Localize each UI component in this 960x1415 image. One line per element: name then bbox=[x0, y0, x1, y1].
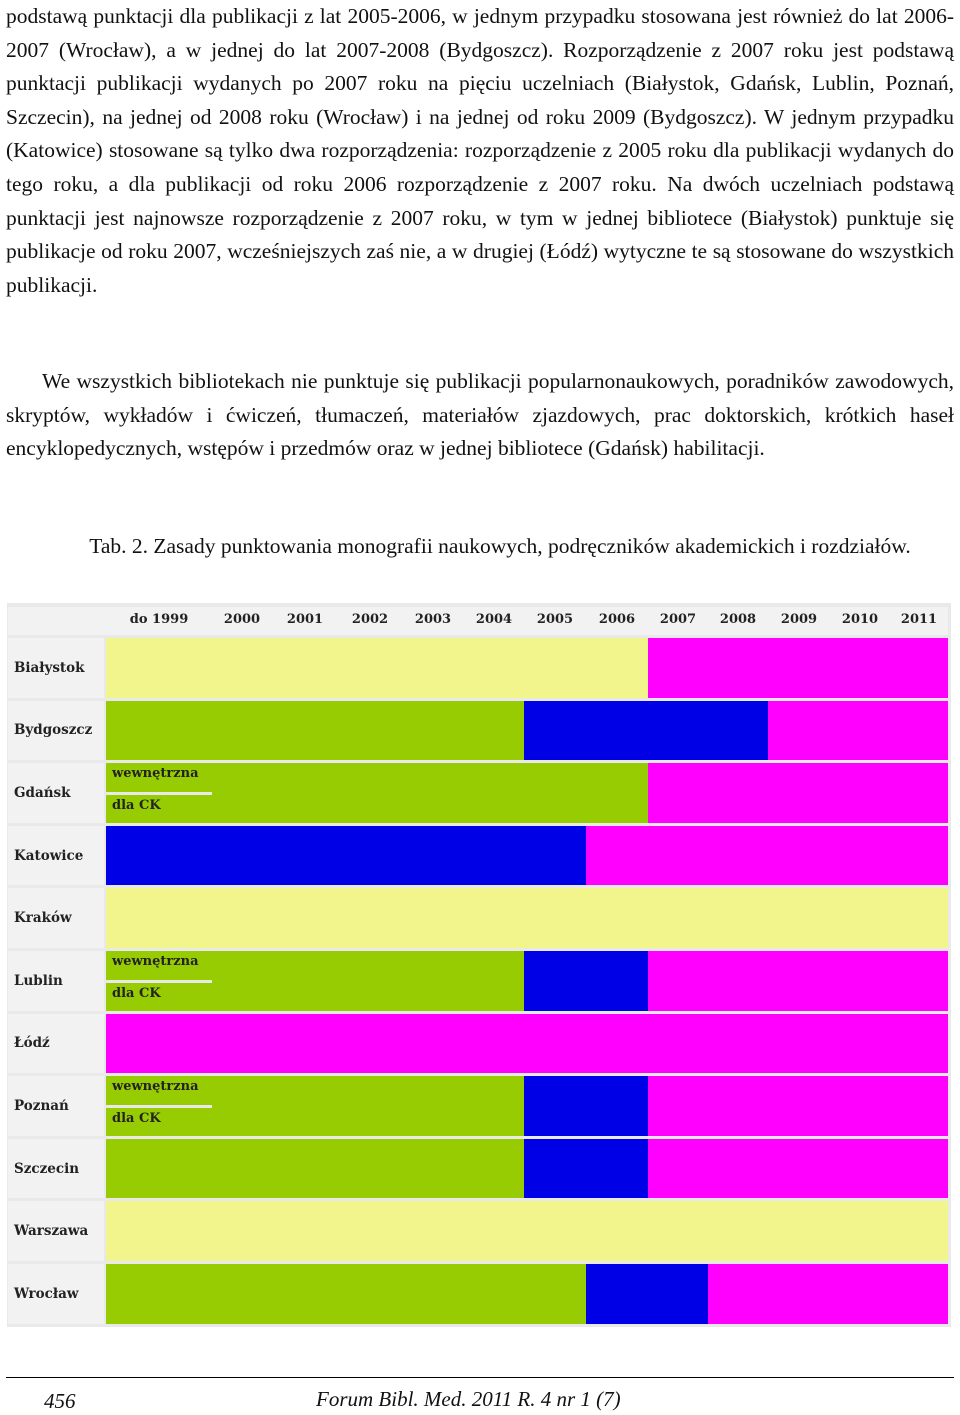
year-cell bbox=[648, 1139, 708, 1199]
year-cell bbox=[524, 701, 586, 761]
year-cell bbox=[272, 1139, 338, 1199]
year-header: 2007 bbox=[659, 612, 697, 627]
year-cell bbox=[830, 701, 890, 761]
year-cell bbox=[106, 638, 212, 698]
year-cell bbox=[648, 701, 708, 761]
year-cell bbox=[524, 1076, 586, 1136]
year-cell bbox=[272, 826, 338, 886]
year-header: 2000 bbox=[223, 612, 261, 627]
year-cell bbox=[272, 951, 338, 1011]
year-cell bbox=[402, 1201, 464, 1261]
year-cell bbox=[586, 638, 648, 698]
university-name: Katowice bbox=[14, 847, 84, 864]
year-cell bbox=[586, 763, 648, 823]
year-cell bbox=[768, 1014, 830, 1074]
year-cell bbox=[648, 638, 708, 698]
year-cell bbox=[768, 1076, 830, 1136]
year-cell bbox=[768, 826, 830, 886]
year-cell bbox=[768, 763, 830, 823]
year-header: 2004 bbox=[475, 612, 513, 627]
year-cell bbox=[890, 1076, 948, 1136]
year-cell bbox=[212, 1014, 272, 1074]
year-cell bbox=[890, 701, 948, 761]
year-header: do 1999 bbox=[129, 612, 189, 627]
year-cell bbox=[338, 1139, 402, 1199]
year-cell bbox=[890, 826, 948, 886]
year-cell bbox=[524, 638, 586, 698]
year-cell bbox=[708, 1264, 768, 1324]
year-cell bbox=[212, 1139, 272, 1199]
year-cell bbox=[586, 1264, 648, 1324]
year-cell bbox=[830, 1076, 890, 1136]
year-cell bbox=[402, 763, 464, 823]
year-cell bbox=[890, 763, 948, 823]
table-caption: Tab. 2. Zasady punktowania monografii naukowych, podręczników akademickich i rozdziałów. bbox=[89, 534, 911, 558]
year-cell bbox=[464, 1076, 524, 1136]
year-cell bbox=[338, 763, 402, 823]
year-cell bbox=[648, 1076, 708, 1136]
year-cell bbox=[524, 1139, 586, 1199]
year-cell bbox=[338, 1201, 402, 1261]
year-cell bbox=[212, 701, 272, 761]
year-cell bbox=[402, 888, 464, 948]
year-cell bbox=[524, 826, 586, 886]
year-cell bbox=[648, 888, 708, 948]
year-header: 2003 bbox=[414, 612, 452, 627]
year-cell bbox=[708, 1076, 768, 1136]
note-divider bbox=[106, 1105, 212, 1108]
year-cell bbox=[768, 701, 830, 761]
year-cell bbox=[708, 826, 768, 886]
year-cell bbox=[272, 1201, 338, 1261]
note-ck: dla CK bbox=[112, 985, 161, 1001]
year-header: 2010 bbox=[841, 612, 879, 627]
year-cell bbox=[402, 951, 464, 1011]
year-cell bbox=[708, 638, 768, 698]
note-divider bbox=[106, 792, 212, 795]
year-cell bbox=[708, 1139, 768, 1199]
university-name: Gdańsk bbox=[14, 785, 71, 801]
year-cell bbox=[106, 1264, 212, 1324]
note-ck: dla CK bbox=[112, 798, 161, 813]
year-cell bbox=[524, 1014, 586, 1074]
year-cell bbox=[586, 1201, 648, 1261]
year-cell bbox=[212, 826, 272, 886]
year-cell bbox=[106, 701, 212, 761]
year-cell bbox=[464, 888, 524, 948]
year-cell bbox=[272, 1076, 338, 1136]
year-cell bbox=[464, 826, 524, 886]
year-cell bbox=[464, 1139, 524, 1199]
year-cell bbox=[212, 763, 272, 823]
year-cell bbox=[524, 951, 586, 1011]
year-cell bbox=[464, 701, 524, 761]
year-cell bbox=[830, 1014, 890, 1074]
year-cell bbox=[464, 951, 524, 1011]
year-cell bbox=[212, 1076, 272, 1136]
note-internal: wewnętrzna bbox=[112, 954, 199, 969]
year-cell bbox=[106, 888, 212, 948]
year-cell bbox=[890, 1139, 948, 1199]
year-cell bbox=[890, 1201, 948, 1261]
year-header: 2011 bbox=[900, 612, 938, 627]
year-cell bbox=[586, 951, 648, 1011]
year-cell bbox=[212, 1201, 272, 1261]
year-cell bbox=[212, 951, 272, 1011]
page-number: 456 bbox=[44, 1389, 76, 1413]
footer-rule bbox=[6, 1377, 954, 1378]
year-cell bbox=[890, 1014, 948, 1074]
university-name: Warszawa bbox=[14, 1223, 89, 1240]
year-cell bbox=[272, 1014, 338, 1074]
university-name: Kraków bbox=[14, 910, 72, 927]
university-name: Lublin bbox=[14, 972, 63, 989]
year-cell bbox=[338, 638, 402, 698]
year-cell bbox=[830, 1264, 890, 1324]
year-cell bbox=[106, 826, 212, 886]
body-paragraph-1: podstawą punktacji dla publikacji z lat 2005-2006, w jednym przypadku stosowana jest również do lat 2006-2007 (Wrocław), a w jednej do lat 2007-2008 (Bydgoszcz). Rozporządzenie z 2007 roku jest podstawą punktacji publikacji wydanych po 2007 roku na pięciu uczelniach (Białystok, Gdańsk, Lublin, Poznań, Szczecin), na jednej od 2008 roku (Wrocław) i na jednej od roku 2009 (Bydgoszcz). W jednym przypadku (Katowice) stosowane są tylko dwa rozporządzenia: rozporządzenie z 2005 roku dla publikacji wydanych do tego roku, a dla publikacji od roku 2006 rozporządzenie z 2007 roku. Na dwóch uczelniach podstawą punktacji jest najnowsze rozporządzenie z 2007 roku, w tym w jednej bibliotece (Białystok) punktuje się publikacje od roku 2007, wcześniejszych zaś nie, a w drugiej (Łódź) wytyczne te są stosowane do wszystkich publikacji. bbox=[6, 4, 954, 297]
year-cell bbox=[586, 888, 648, 948]
year-cell bbox=[464, 763, 524, 823]
year-cell bbox=[830, 763, 890, 823]
year-cell bbox=[708, 888, 768, 948]
year-cell bbox=[464, 638, 524, 698]
year-cell bbox=[586, 1076, 648, 1136]
year-cell bbox=[464, 1014, 524, 1074]
year-cell bbox=[708, 763, 768, 823]
year-cell bbox=[524, 888, 586, 948]
year-cell bbox=[830, 1139, 890, 1199]
year-header: 2006 bbox=[598, 612, 636, 627]
year-cell bbox=[586, 1139, 648, 1199]
year-cell bbox=[586, 701, 648, 761]
year-cell bbox=[768, 1139, 830, 1199]
year-cell bbox=[212, 638, 272, 698]
year-cell bbox=[402, 638, 464, 698]
year-header: 2009 bbox=[780, 612, 818, 627]
year-cell bbox=[830, 826, 890, 886]
year-cell bbox=[464, 1201, 524, 1261]
year-cell bbox=[768, 1201, 830, 1261]
year-cell bbox=[586, 826, 648, 886]
note-internal: wewnętrzna bbox=[112, 1079, 199, 1095]
year-cell bbox=[338, 701, 402, 761]
year-cell bbox=[708, 1014, 768, 1074]
year-cell bbox=[830, 1201, 890, 1261]
year-cell bbox=[768, 1264, 830, 1324]
year-header: 2005 bbox=[536, 612, 574, 627]
year-cell bbox=[890, 1264, 948, 1324]
year-cell bbox=[708, 951, 768, 1011]
body-paragraph-2: We wszystkich bibliotekach nie punktuje się publikacji popularnonaukowych, poradników zawodowych, skryptów, wykładów i ćwiczeń, tłumaczeń, materiałów zjazdowych, prac doktorskich, krótkich haseł encyklopedycznych, wstępów i przedmów oraz w jednej bibliotece (Gdańsk) habilitacji. bbox=[6, 369, 954, 461]
year-cell bbox=[106, 1014, 212, 1074]
year-cell bbox=[402, 701, 464, 761]
university-name: Bydgoszcz bbox=[14, 722, 93, 739]
year-cell bbox=[648, 1201, 708, 1261]
year-cell bbox=[338, 951, 402, 1011]
university-name: Szczecin bbox=[14, 1160, 80, 1177]
note-divider bbox=[106, 980, 212, 983]
year-cell bbox=[890, 638, 948, 698]
year-cell bbox=[338, 1264, 402, 1324]
year-cell bbox=[272, 1264, 338, 1324]
year-cell bbox=[212, 888, 272, 948]
year-cell bbox=[338, 1014, 402, 1074]
year-cell bbox=[830, 951, 890, 1011]
year-cell bbox=[524, 1201, 586, 1261]
year-cell bbox=[524, 763, 586, 823]
year-cell bbox=[830, 638, 890, 698]
year-cell bbox=[338, 1076, 402, 1136]
year-cell bbox=[402, 1014, 464, 1074]
year-cell bbox=[648, 763, 708, 823]
university-name: Białystok bbox=[14, 659, 85, 676]
year-cell bbox=[890, 951, 948, 1011]
year-cell bbox=[708, 1201, 768, 1261]
university-name: Wrocław bbox=[14, 1285, 79, 1302]
year-cell bbox=[648, 1014, 708, 1074]
year-cell bbox=[106, 1201, 212, 1261]
year-cell bbox=[830, 888, 890, 948]
year-cell bbox=[338, 826, 402, 886]
year-cell bbox=[272, 701, 338, 761]
year-cell bbox=[524, 1264, 586, 1324]
year-cell bbox=[586, 1014, 648, 1074]
year-cell bbox=[272, 888, 338, 948]
year-cell bbox=[708, 701, 768, 761]
university-name: Łódź bbox=[14, 1035, 50, 1052]
year-cell bbox=[768, 951, 830, 1011]
year-cell bbox=[890, 888, 948, 948]
year-cell bbox=[464, 1264, 524, 1324]
year-cell bbox=[106, 1139, 212, 1199]
year-cell bbox=[402, 1264, 464, 1324]
year-cell bbox=[212, 1264, 272, 1324]
year-header: 2001 bbox=[286, 612, 324, 627]
year-cell bbox=[768, 888, 830, 948]
year-cell bbox=[272, 763, 338, 823]
year-cell bbox=[768, 638, 830, 698]
year-cell bbox=[648, 826, 708, 886]
year-cell bbox=[338, 888, 402, 948]
year-cell bbox=[402, 826, 464, 886]
year-cell bbox=[648, 1264, 708, 1324]
year-cell bbox=[402, 1139, 464, 1199]
year-header: 2008 bbox=[719, 612, 757, 627]
note-internal: wewnętrzna bbox=[112, 766, 199, 782]
university-name: Poznań bbox=[14, 1098, 69, 1114]
year-cell bbox=[272, 638, 338, 698]
year-cell bbox=[402, 1076, 464, 1136]
year-cell bbox=[648, 951, 708, 1011]
note-ck: dla CK bbox=[112, 1111, 161, 1126]
year-header: 2002 bbox=[351, 612, 389, 627]
journal-citation: Forum Bibl. Med. 2011 R. 4 nr 1 (7) bbox=[316, 1387, 621, 1411]
